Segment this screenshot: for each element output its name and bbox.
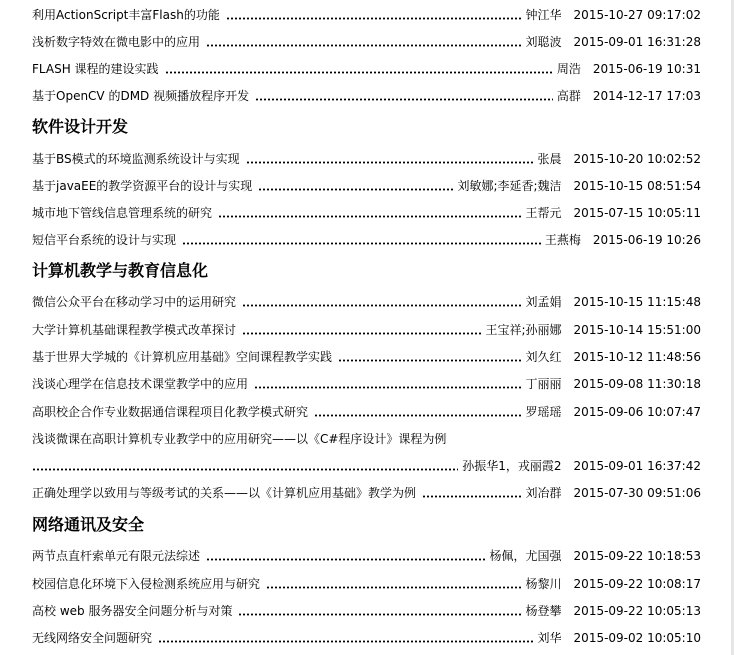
list-item[interactable] [32,203,701,221]
article-title[interactable]: 正确处理学以致用与等级考试的关系——以《计算机应用基础》教学为例 [32,486,417,500]
dot-leader [266,586,522,589]
article-title[interactable]: 大学计算机基础课程教学模式改革探讨 [32,323,237,337]
article-date: 2015-10-12 11:48:56 [573,350,701,364]
article-title[interactable]: 短信平台系统的设计与实现 [32,233,177,247]
list-item[interactable] [32,574,701,592]
article-title[interactable]: 高职校企合作专业数据通信课程项目化教学模式研究 [32,405,309,419]
article-author: 刘敏娜;李延香;魏洁 [457,179,562,193]
dot-leader [246,161,534,164]
list-item[interactable] [32,149,701,167]
article-date: 2015-09-02 10:05:10 [573,631,701,645]
article-date: 2015-09-22 10:08:17 [573,577,701,591]
article-date: 2015-10-15 11:15:48 [573,295,701,309]
dot-leader [165,71,553,74]
section-heading: 网络通讯及安全 [32,515,145,534]
article-date: 2014-12-17 17:03 [592,89,701,103]
article-title[interactable]: 城市地下管线信息管理系统的研究 [32,206,213,220]
list-item-continuation[interactable] [32,456,701,474]
article-date: 2015-07-30 09:51:06 [573,486,701,500]
article-author: 刘华 [537,631,562,645]
article-title[interactable]: FLASH 课程的建设实践 [32,62,159,76]
article-date: 2015-10-20 10:02:52 [573,152,701,166]
article-author: 周浩 [556,62,581,76]
section-heading: 软件设计开发 [32,117,129,136]
article-author: 杨佩，尤国强 [489,549,562,563]
article-title[interactable]: 微信公众平台在移动学习中的运用研究 [32,295,237,309]
article-author: 高群 [556,89,581,103]
dot-leader [314,414,522,417]
list-item[interactable] [32,347,701,365]
article-date: 2015-09-08 11:30:18 [573,377,701,391]
article-author: 王燕梅 [544,233,581,247]
dot-leader [254,386,522,389]
article-title[interactable]: 浅析数字特效在微电影中的应用 [32,35,201,49]
list-item[interactable] [32,176,701,194]
section-heading: 计算机教学与教育信息化 [32,261,209,280]
article-title-long[interactable]: 浅谈微课在高职计算机专业教学中的应用研究——以《C#程序设计》课程为例 [32,432,447,446]
article-date: 2015-09-22 10:05:13 [573,604,701,618]
article-title[interactable]: 利用ActionScript丰富Flash的功能 [32,8,220,22]
article-date: 2015-10-15 08:51:54 [573,179,701,193]
article-author: 刘冶群 [525,486,562,500]
article-author: 孙振华1，戎丽霞2 [462,459,562,473]
list-item[interactable] [32,402,701,420]
list-item[interactable] [32,32,701,50]
article-author: 刘孟娟 [525,295,562,309]
article-date: 2015-06-19 10:31 [592,62,701,76]
dot-leader [158,640,534,643]
article-author: 杨黎川 [525,577,562,591]
list-item[interactable] [32,483,701,501]
article-date: 2015-09-06 10:07:47 [573,405,701,419]
article-author: 刘聪波 [525,35,562,49]
dot-leader [206,44,522,47]
article-date: 2015-09-01 16:37:42 [573,459,701,473]
list-item[interactable] [32,59,701,77]
article-author: 罗瑶瑶 [525,405,562,419]
dot-leader [218,215,522,218]
article-date: 2015-06-19 10:26 [592,233,701,247]
dot-leader [422,495,522,498]
article-title[interactable]: 两节点直杆索单元有限元法综述 [32,549,201,563]
article-title[interactable]: 基于OpenCV 的DMD 视频播放程序开发 [32,89,250,103]
dot-leader [182,242,541,245]
article-date: 2015-07-15 10:05:11 [573,206,701,220]
article-title[interactable]: 高校 web 服务器安全问题分析与对策 [32,604,233,618]
article-title[interactable]: 基于BS模式的环境监测系统设计与实现 [32,152,240,166]
list-item[interactable] [32,320,701,338]
article-date: 2015-09-22 10:18:53 [573,549,701,563]
list-item[interactable] [32,230,701,248]
dot-leader [258,188,453,191]
article-author: 钟江华 [525,8,562,22]
dot-leader [255,98,553,101]
list-item[interactable] [32,292,701,310]
dot-leader [32,468,458,471]
list-item[interactable] [32,546,701,564]
article-title[interactable]: 基于javaEE的教学资源平台的设计与实现 [32,179,253,193]
dot-leader [242,332,481,335]
article-date: 2015-10-27 09:17:02 [573,8,701,22]
article-author: 刘久红 [525,350,562,364]
list-item[interactable] [32,374,701,392]
dot-leader [206,558,486,561]
dot-leader [238,613,521,616]
article-date: 2015-10-14 15:51:00 [573,323,701,337]
article-title[interactable]: 无线网络安全问题研究 [32,631,153,645]
article-author: 王帮元 [525,206,562,220]
article-author: 张晨 [537,152,562,166]
article-title[interactable]: 浅谈心理学在信息技术课堂教学中的应用 [32,377,249,391]
article-title[interactable]: 校园信息化环境下入侵检测系统应用与研究 [32,577,261,591]
article-author: 杨登攀 [525,604,562,618]
dot-leader [242,304,522,307]
list-item[interactable] [32,628,701,646]
list-item[interactable] [32,86,701,104]
article-date: 2015-09-01 16:31:28 [573,35,701,49]
dot-leader [226,17,522,20]
list-item[interactable] [32,5,701,23]
article-title[interactable]: 基于世界大学城的《计算机应用基础》空间课程教学实践 [32,350,333,364]
list-item[interactable] [32,601,701,619]
dot-leader [338,359,522,362]
article-author: 丁丽丽 [525,377,562,391]
article-author: 王宝祥;孙丽娜 [485,323,562,337]
